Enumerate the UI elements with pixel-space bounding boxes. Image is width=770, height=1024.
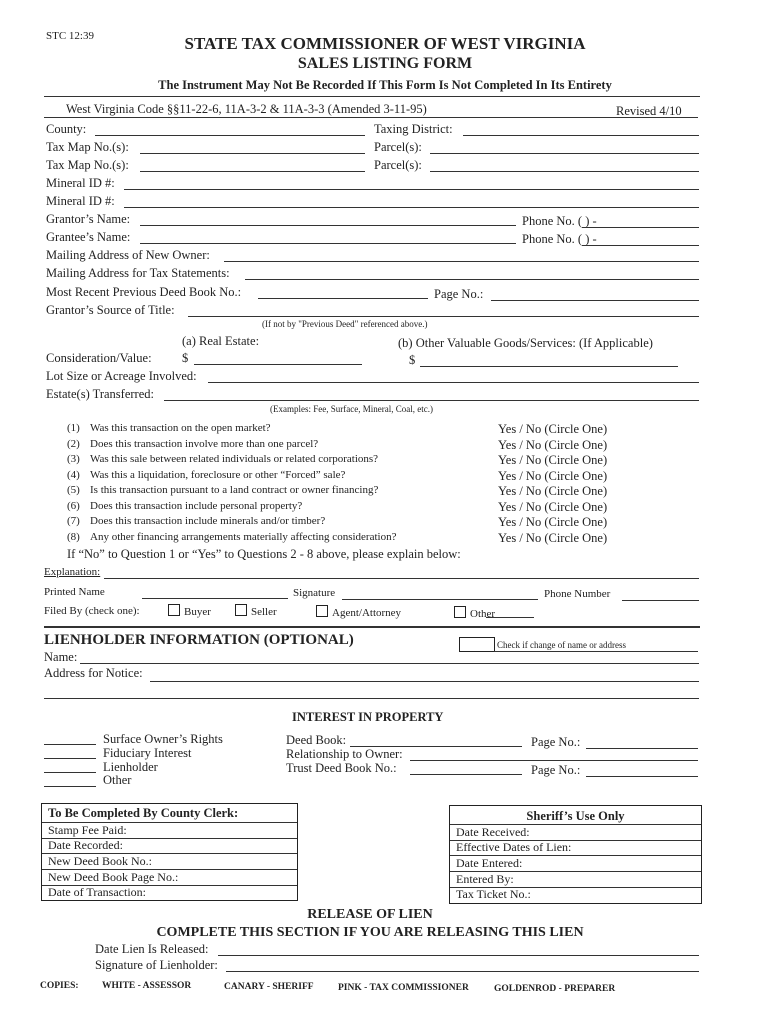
signature-field[interactable] — [342, 599, 538, 600]
estates-note: (Examples: Fee, Surface, Mineral, Coal, etc.) — [270, 404, 433, 414]
page-no-field[interactable] — [491, 300, 699, 301]
grantor-name-field[interactable] — [140, 225, 516, 226]
taxing-district-label: Taxing District: — [374, 122, 453, 136]
checkbox-icon[interactable] — [454, 606, 466, 618]
question-text: Was this transaction on the open market? — [90, 422, 271, 434]
explanation-field[interactable] — [104, 578, 699, 579]
form-title: STATE TAX COMMISSIONER OF WEST VIRGINIA — [184, 34, 586, 53]
interest-heading: INTEREST IN PROPERTY — [292, 710, 444, 724]
copy-canary: CANARY - SHERIFF — [224, 982, 314, 992]
form-subtitle: SALES LISTING FORM — [297, 55, 473, 72]
lienholder-name-label: Name: — [44, 650, 78, 664]
lot-size-label: Lot Size or Acreage Involved: — [46, 369, 197, 383]
grantor-phone-field[interactable] — [582, 227, 699, 228]
copy-pink: PINK - TAX COMMISSIONER — [338, 983, 469, 993]
mailing-new-owner-field[interactable] — [224, 261, 699, 262]
entered-by-row[interactable]: Entered By: — [450, 872, 701, 888]
question-text: Any other financing arrangements materially affecting consideration? — [90, 530, 397, 543]
revision-date: Revised 4/10 — [616, 104, 682, 118]
filed-by-seller[interactable]: Seller — [235, 604, 277, 619]
printed-name-label: Printed Name — [44, 586, 105, 598]
interest-type-field[interactable] — [44, 772, 96, 773]
question-number: (1) — [67, 422, 80, 434]
tax-map-label: Tax Map No.(s): — [46, 140, 129, 154]
interest-type-label: Surface Owner’s Rights — [103, 732, 223, 746]
yes-no-choice[interactable]: Yes / No (Circle One) — [498, 499, 608, 514]
form-id: STC 12:39 — [46, 30, 94, 42]
question-text: Was this a liquidation, foreclosure or other “Forced” sale? — [90, 468, 346, 481]
county-field[interactable] — [95, 135, 365, 136]
sheriff-box — [449, 805, 702, 904]
explanation-label: Explanation: — [44, 566, 101, 578]
question-text: Does this transaction include personal property? — [90, 499, 303, 512]
date-received-row[interactable]: Date Received: — [450, 824, 701, 841]
interest-type-field[interactable] — [44, 744, 96, 745]
change-checkbox[interactable] — [459, 637, 495, 652]
grantee-name-label: Grantee’s Name: — [46, 230, 131, 244]
dollar-sign: $ — [409, 353, 416, 367]
question-number: (2) — [67, 437, 80, 450]
source-title-note: (If not by "Previous Deed" referenced above.) — [262, 319, 428, 329]
divider — [494, 651, 698, 652]
sheriff-heading: Sheriff’s Use Only — [526, 809, 625, 823]
grantee-phone-field[interactable] — [582, 245, 699, 246]
source-title-label: Grantor’s Source of Title: — [46, 303, 175, 317]
question-text: Does this transaction involve more than one parcel? — [90, 437, 319, 450]
trust-deed-label: Trust Deed Book No.: — [286, 761, 397, 775]
mineral-id-field[interactable] — [124, 207, 699, 208]
grantor-phone-label: Phone No. ( ) - — [522, 214, 597, 228]
question-number: (8) — [67, 530, 80, 543]
county-clerk-heading: To Be Completed By County Clerk: — [48, 806, 239, 820]
county-label: County: — [46, 122, 87, 136]
parcel-field[interactable] — [430, 153, 699, 154]
mailing-tax-field[interactable] — [245, 279, 699, 280]
release-heading: RELEASE OF LIEN — [307, 907, 433, 922]
yes-no-choice[interactable]: Yes / No (Circle One) — [498, 468, 608, 483]
parcel-label: Parcel(s): — [374, 158, 422, 172]
page-no-label: Page No.: — [434, 287, 484, 301]
lot-size-field[interactable] — [208, 382, 699, 383]
lienholder-address-field[interactable] — [44, 698, 699, 699]
filed-by-buyer[interactable]: Buyer — [168, 604, 211, 619]
real-estate-value-field[interactable] — [194, 364, 362, 365]
yes-no-choice[interactable]: Yes / No (Circle One) — [498, 515, 608, 529]
lienholder-heading: LIENHOLDER INFORMATION (OPTIONAL) — [44, 632, 354, 648]
copy-white: WHITE - ASSESSOR — [102, 981, 192, 991]
yes-no-choice[interactable]: Yes / No (Circle One) — [498, 484, 608, 498]
stamp-fee-row[interactable]: Stamp Fee Paid: — [42, 822, 297, 839]
copy-goldenrod: GOLDENROD - PREPARER — [494, 984, 616, 994]
checkbox-icon[interactable] — [235, 604, 247, 616]
deed-book-label: Deed Book: — [286, 733, 347, 747]
yes-no-choice[interactable]: Yes / No (Circle One) — [498, 437, 608, 452]
explain-prompt: If “No” to Question 1 or “Yes” to Questions 2 - 8 above, please explain below: — [67, 547, 461, 561]
interest-type-label: Other — [103, 773, 132, 787]
change-note: Check if change of name or address — [497, 640, 626, 650]
lienholder-name-field[interactable] — [80, 663, 699, 664]
other-specify-field[interactable] — [486, 617, 534, 618]
estates-label: Estate(s) Transferred: — [46, 387, 154, 401]
source-title-field[interactable] — [188, 316, 699, 317]
question-number: (7) — [67, 515, 80, 527]
effective-dates-row[interactable]: Effective Dates of Lien: — [450, 840, 701, 856]
page-no-field[interactable] — [586, 748, 698, 749]
page-no-label: Page No.: — [531, 763, 581, 777]
question-number: (5) — [67, 484, 80, 496]
prev-deed-book-field[interactable] — [258, 298, 428, 299]
release-subheading: COMPLETE THIS SECTION IF YOU ARE RELEASING THIS LIEN — [156, 925, 584, 940]
tax-ticket-row[interactable]: Tax Ticket No.: — [456, 887, 531, 901]
filed-by-agent[interactable]: Agent/Attorney — [316, 605, 401, 620]
grantee-name-field[interactable] — [140, 243, 516, 244]
date-recorded-row[interactable]: Date Recorded: — [42, 838, 297, 854]
code-reference: West Virginia Code §§11-22-6, 11A-3-2 & 11A-3-3 (Amended 3-11-95) — [66, 102, 427, 116]
copies-label: COPIES: — [40, 981, 79, 991]
question-text: Is this transaction pursuant to a land contract or owner financing? — [90, 484, 379, 496]
interest-type-label: Fiduciary Interest — [103, 746, 192, 760]
relationship-label: Relationship to Owner: — [286, 747, 403, 761]
lienholder-signature-field[interactable] — [226, 971, 699, 972]
question-number: (4) — [67, 468, 80, 481]
phone-number-field[interactable] — [622, 600, 699, 601]
county-clerk-box — [41, 803, 298, 901]
yes-no-choice[interactable]: Yes / No (Circle One) — [498, 422, 608, 436]
tax-map-label: Tax Map No.(s): — [46, 158, 129, 172]
divider — [44, 117, 698, 118]
dollar-sign: $ — [182, 351, 189, 365]
mailing-new-owner-label: Mailing Address of New Owner: — [46, 248, 210, 262]
date-entered-row[interactable]: Date Entered: — [450, 856, 701, 872]
interest-type-field[interactable] — [44, 786, 96, 787]
other-goods-value-field[interactable] — [420, 366, 678, 367]
phone-number-label: Phone Number — [544, 588, 611, 600]
spacer — [42, 807, 297, 822]
lienholder-address-label: Address for Notice: — [44, 666, 143, 680]
interest-type-label: Lienholder — [103, 760, 158, 774]
page-no-label: Page No.: — [531, 735, 581, 749]
grantee-phone-label: Phone No. ( ) - — [522, 232, 597, 246]
date-released-label: Date Lien Is Released: — [95, 942, 209, 956]
tax-map-field[interactable] — [140, 171, 365, 172]
relationship-field[interactable] — [410, 760, 698, 761]
lienholder-signature-label: Signature of Lienholder: — [95, 958, 218, 972]
filed-by-other[interactable]: Other — [454, 606, 495, 621]
parcel-field[interactable] — [430, 171, 699, 172]
estates-field[interactable] — [164, 400, 699, 401]
mineral-id-label: Mineral ID #: — [46, 194, 115, 208]
mailing-tax-label: Mailing Address for Tax Statements: — [46, 266, 230, 280]
page-no-field[interactable] — [586, 776, 698, 777]
prev-deed-book-label: Most Recent Previous Deed Book No.: — [46, 285, 242, 299]
mineral-id-label: Mineral ID #: — [46, 176, 115, 190]
new-deed-page-row[interactable]: New Deed Book Page No.: — [42, 870, 297, 886]
taxing-district-field[interactable] — [463, 135, 699, 136]
printed-name-field[interactable] — [142, 598, 288, 599]
grantor-name-label: Grantor’s Name: — [46, 212, 131, 226]
other-goods-label: (b) Other Valuable Goods/Services: (If Applicable) — [398, 336, 653, 350]
checkbox-icon[interactable] — [168, 604, 180, 616]
filed-by-label: Filed By (check one): — [44, 605, 140, 617]
yes-no-choice[interactable]: Yes / No (Circle One) — [498, 453, 608, 467]
form-notice: The Instrument May Not Be Recorded If This Form Is Not Completed In Its Entirety — [158, 78, 612, 92]
interest-type-field[interactable] — [44, 758, 96, 759]
new-deed-book-row[interactable]: New Deed Book No.: — [42, 854, 297, 870]
checkbox-icon[interactable] — [316, 605, 328, 617]
question-text: Was this sale between related individuals or related corporations? — [90, 453, 379, 465]
question-number: (3) — [67, 453, 80, 465]
divider — [44, 626, 700, 628]
consideration-label: Consideration/Value: — [46, 351, 152, 365]
date-transaction-row[interactable]: Date of Transaction: — [48, 885, 146, 899]
divider — [44, 96, 700, 97]
trust-deed-field[interactable] — [410, 774, 522, 775]
mineral-id-field[interactable] — [124, 189, 699, 190]
signature-label: Signature — [293, 587, 336, 599]
yes-no-choice[interactable]: Yes / No (Circle One) — [498, 530, 608, 545]
date-released-field[interactable] — [218, 955, 699, 956]
parcel-label: Parcel(s): — [374, 140, 422, 154]
tax-map-field[interactable] — [140, 153, 365, 154]
question-text: Does this transaction include minerals and/or timber? — [90, 515, 326, 527]
lienholder-address-field[interactable] — [150, 681, 699, 682]
real-estate-label: (a) Real Estate: — [182, 334, 260, 348]
question-number: (6) — [67, 499, 80, 512]
